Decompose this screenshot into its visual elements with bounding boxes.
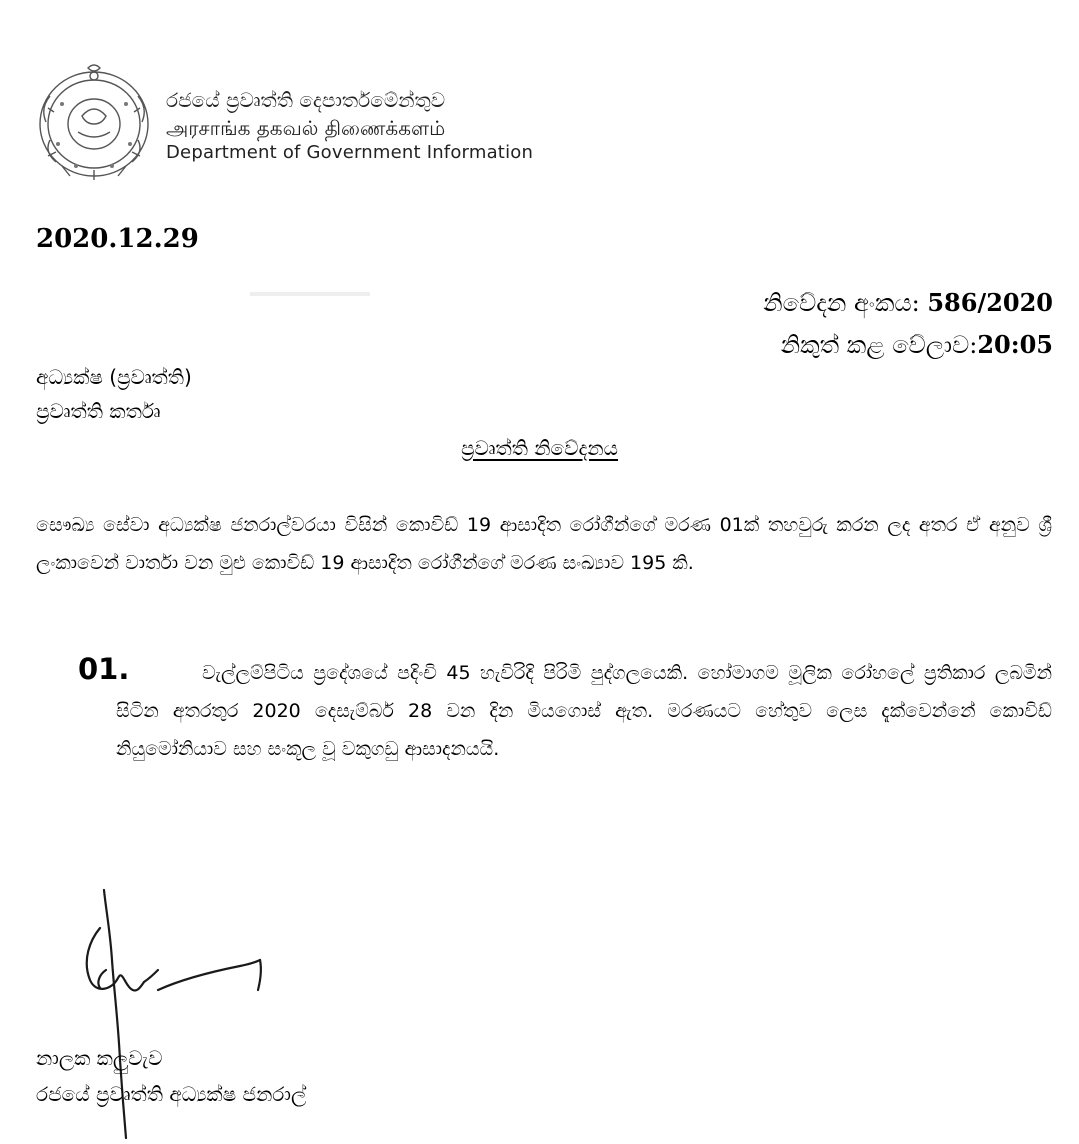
release-time-value: 20:05 [977, 330, 1053, 359]
signer-title: රජයේ ප්‍රවෘත්ති අධ්‍යක්ෂ ජනරාල් [36, 1082, 307, 1106]
item-number: 01. [78, 652, 130, 686]
department-name-english: Department of Government Information [166, 142, 534, 163]
release-number-value: 586/2020 [927, 288, 1053, 317]
department-name-tamil: அரசாங்க தகவல் திணைக்களம் [166, 116, 446, 140]
intro-paragraph: සෞඛ්‍ය සේවා අධ්‍යක්ෂ ජනරාල්වරයා විසින් කොවිඩ් 19 ආසාදිත රෝගීන්ගේ මරණ 01ක් තහවුරු කරන ලද අතර ඒ අනුව ශ්‍රී ලංකාවෙන් වාර්තා වන මුළු කොවිඩ් 19 ආසාදිත රෝගීන්ගේ මරණ සංඛ්‍යාව 195 කි. [36, 514, 1052, 574]
item-text: වැල්ලම්පිටිය ප්‍රදේශයේ පදිංචි 45 හැවිරිදි පිරිමි පුද්ගලයෙකි. හෝමාගම මූලික රෝහලේ ප්‍රතිකාර ලබමින් සිටින අතරතුර 2020 දෙසැම්බර් 28 වන දින මියගොස් ඇත. මරණයට හේතුව ලෙස දැක්වෙන්නේ කොවිඩ් නියුමෝනියාව සහ සංකූල වූ වකුගඩු ආසාදනයයි. [116, 662, 1052, 760]
signer-name: නාලක කලුවැව [36, 1046, 163, 1070]
recipients [36, 360, 192, 428]
sri-lanka-emblem-icon [32, 62, 156, 182]
release-time-label: නිකුත් කළ වේලාව: [780, 331, 978, 359]
release-number-line [763, 282, 1053, 324]
recipient-news-editor: ප්‍රවෘත්ති කර්තෘ [36, 399, 161, 423]
signer-block [36, 1040, 306, 1112]
reference-block [763, 282, 1053, 366]
recipient-director-news: අධ්‍යක්ෂ (ප්‍රවෘත්ති) [36, 365, 192, 389]
department-name-sinhala: රජයේ ප්‍රවෘත්ති දෙපාර්තමේන්තුව [166, 88, 446, 112]
scan-artifact [250, 292, 370, 296]
press-release-heading [0, 436, 1079, 460]
press-release-title: ප්‍රවෘත්ති නිවේදනය [460, 436, 619, 460]
release-number-label: නිවේදන අංකය: [763, 289, 920, 317]
release-time-line [763, 324, 1053, 366]
release-date: 2020.12.29 [36, 224, 199, 254]
